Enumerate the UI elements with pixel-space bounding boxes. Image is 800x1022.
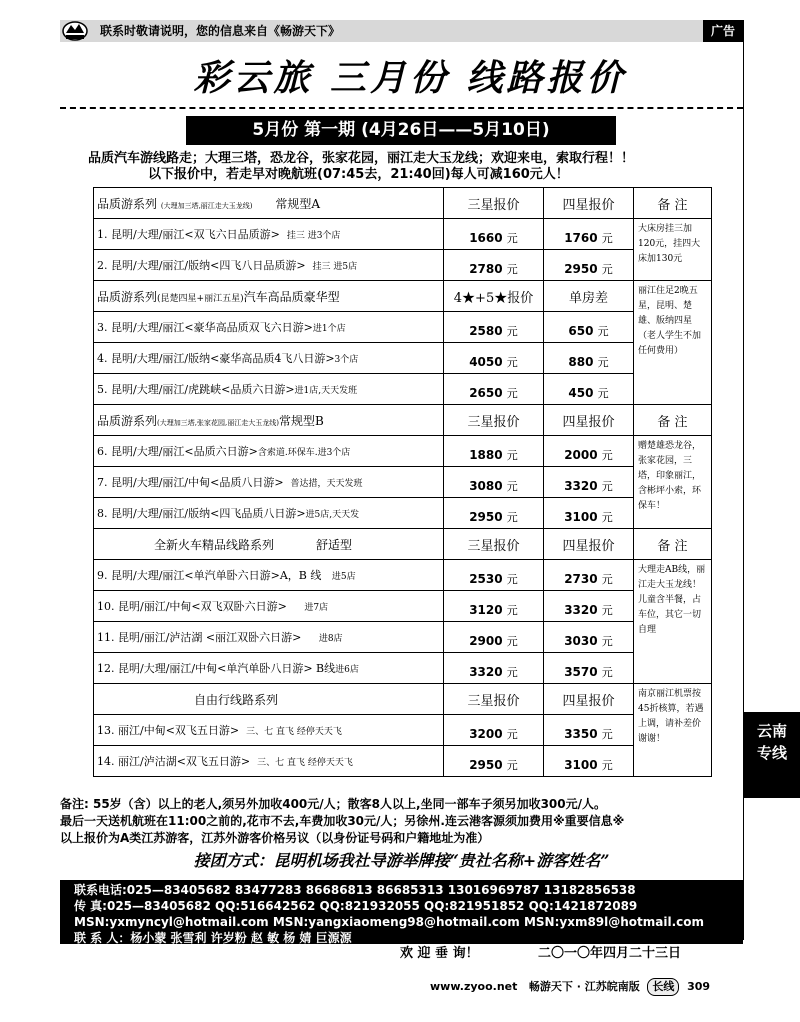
route-cell: 5. 昆明/大理/丽江/虎跳峡<品质六日游>进1店,天天发班 [94,374,444,405]
table-row [94,343,712,374]
section-title: 全新火车精品线路系列 舒适型 [94,529,444,560]
route-cell: 14. 丽江/泸沽湖<双飞五日游> 三、七 直飞 经停天天飞 [94,746,444,777]
price-cell: 880 元 [544,343,634,374]
section-header-row [94,281,712,312]
column-header: 三星报价 [444,684,544,715]
route-cell: 1. 昆明/大理/丽江<双飞六日品质游> 挂三 进3个店 [94,219,444,250]
remark-cell: 南京丽江机票按45折核算，若遇上调，请补差价谢谢！ [634,684,712,777]
route-cell: 10. 昆明/丽江/中甸<双飞双卧六日游> 进7店 [94,591,444,622]
price-cell: 450 元 [544,374,634,405]
price-cell: 1760 元 [544,219,634,250]
welcome-text: 欢 迎 垂 询！ [400,946,479,961]
remark-cell: 大理走AB线，丽江走大玉龙线！儿童含半餐，占车位，其它一切自理 [634,560,712,684]
column-header: 四星报价 [544,188,634,219]
route-cell: 12. 昆明/大理/丽江/中甸<单汽单卧八日游> B线进6店 [94,653,444,684]
table-row [94,560,712,591]
section-title: 品质游系列(昆楚四星+丽江五星)汽车高品质豪华型 [94,281,444,312]
section-title: 品质游系列(大理加三塔,张家花园,丽江走大玉龙线)常规型B [94,405,444,436]
remark-line: 备注: 55岁（含）以上的老人,须另外加收400元/人；散客8人以上,坐同一部车子须另加收300元/人。 [60,797,607,811]
contact-fax-qq: 传 真:025—83405682 QQ:516642562 QQ:821932055 QQ:821951852 QQ:1421872089 [74,899,638,913]
table-row [94,374,712,405]
column-header: 单房差 [544,281,634,312]
price-cell: 2000 元 [544,436,634,467]
page-title: 彩云旅 三月份 线路报价 [193,57,627,99]
section-header-row [94,405,712,436]
table-row [94,467,712,498]
contact-block [60,880,743,944]
table-row [94,591,712,622]
column-header: 备 注 [634,188,712,219]
section-header-row [94,188,712,219]
magazine-logo-icon [62,17,88,45]
price-table [93,187,712,777]
issue-date: 二〇一〇年四月二十三日 [538,946,682,961]
price-cell: 2950 元 [444,746,544,777]
table-row [94,653,712,684]
page-border-line [743,20,744,940]
route-cell: 11. 昆明/丽江/泸沽湖 <丽江双卧六日游> 进8店 [94,622,444,653]
price-cell: 3320 元 [544,591,634,622]
column-header: 三星报价 [444,405,544,436]
column-header: 三星报价 [444,188,544,219]
table-row [94,715,712,746]
reception-method: 接团方式：昆明机场我社导游举牌接“贵社名称+游客姓名” [193,851,610,870]
price-cell: 3570 元 [544,653,634,684]
column-header: 4★+5★报价 [444,281,544,312]
region-tab [744,712,800,798]
table-row [94,436,712,467]
route-cell: 3. 昆明/大理/丽江<豪华高品质双飞六日游>进1个店 [94,312,444,343]
remark-cell: 丽江住足2晚五星，昆明、楚雄、版纳四星（老人学生不加任何费用） [634,281,712,405]
remark-cell: 赠楚雄恐龙谷，张家花园，三塔，印象丽江，含彬坪小索，环保车！ [634,436,712,529]
price-cell: 3100 元 [544,498,634,529]
contact-people: 联 系 人：杨小蒙 张雪利 许岁粉 赵 敏 杨 婧 巨源源 [74,931,352,945]
table-row [94,250,712,281]
route-cell: 13. 丽江/中甸<双飞五日游> 三、七 直飞 经停天天飞 [94,715,444,746]
price-cell: 3320 元 [544,467,634,498]
table-row [94,219,712,250]
source-notice: 联系时敬请说明，您的信息来自《畅游天下》 [100,24,341,38]
table-row [94,622,712,653]
price-cell: 3030 元 [544,622,634,653]
table-row [94,312,712,343]
footer-publication: 畅游天下 · 江苏皖南版 [528,980,640,993]
price-cell: 2950 元 [544,250,634,281]
intro-line-1: 品质汽车游线路走；大理三塔，恐龙谷，张家花园，丽江走大玉龙线；欢迎来电，索取行程！！ [88,151,635,166]
price-cell: 2780 元 [444,250,544,281]
price-cell: 4050 元 [444,343,544,374]
section-title: 品质游系列 (大理加三塔,丽江走大玉龙线) 常规型A [94,188,444,219]
route-cell: 7. 昆明/大理/丽江/中甸<品质八日游> 普达措，天天发班 [94,467,444,498]
price-cell: 2900 元 [444,622,544,653]
intro-line-2: 以下报价中，若走早对晚航班(07:45去，21:40回)每人可减160元人！ [148,167,569,182]
route-cell: 6. 昆明/大理/丽江<品质六日游>含索道.环保车.进3个店 [94,436,444,467]
contact-phone: 联系电话:025—83405682 83477283 86686813 86685313 13016969787 13182856538 [74,883,636,897]
remark-cell: 大床房挂三加120元，挂四大床加130元 [634,219,712,281]
route-cell: 8. 昆明/大理/丽江/版纳<四飞品质八日游>进5店,天天发 [94,498,444,529]
column-header: 备 注 [634,405,712,436]
price-cell: 1880 元 [444,436,544,467]
table-row [94,498,712,529]
period-banner: 5月份 第一期 (4月26日——5月10日) [186,116,616,145]
remark-line: 以上报价为A类江苏游客，江苏外游客价格另议（以身份证号码和户籍地址为准） [60,831,490,845]
price-cell: 3120 元 [444,591,544,622]
region-tab-label: 云南专线 [757,722,788,762]
column-header: 四星报价 [544,405,634,436]
dashed-divider [60,107,743,109]
column-header: 四星报价 [544,529,634,560]
price-cell: 3200 元 [444,715,544,746]
page-footer [430,978,710,996]
price-cell: 1660 元 [444,219,544,250]
price-cell: 3320 元 [444,653,544,684]
contact-msn: MSN:yxmyncyl@hotmail.com MSN:yangxiaomeng98@hotmail.com MSN:yxm89l@hotmail.com [74,915,705,929]
price-cell: 3080 元 [444,467,544,498]
footer-badge: 长线 [647,978,679,996]
table-row [94,746,712,777]
price-cell: 2950 元 [444,498,544,529]
remarks-block [60,796,743,847]
ad-label: 广告 [703,20,743,42]
column-header: 四星报价 [544,684,634,715]
footer-url: www.zyoo.net [430,980,518,993]
section-header-row [94,684,712,715]
section-header-row [94,529,712,560]
column-header: 备 注 [634,529,712,560]
price-cell: 2650 元 [444,374,544,405]
route-cell: 9. 昆明/大理/丽江<单汽单卧六日游>A，B 线 进5店 [94,560,444,591]
price-cell: 2580 元 [444,312,544,343]
route-cell: 4. 昆明/大理/丽江/版纳<豪华高品质4飞八日游>3个店 [94,343,444,374]
price-cell: 3100 元 [544,746,634,777]
section-title: 自由行线路系列 [94,684,444,715]
page-number: 309 [687,980,711,993]
remark-line: 最后一天送机航班在11:00之前的,花市不去,车费加收30元/人；另徐州.连云港客源须加费用※重要信息※ [60,814,625,828]
price-cell: 650 元 [544,312,634,343]
price-cell: 2530 元 [444,560,544,591]
column-header: 三星报价 [444,529,544,560]
price-cell: 3350 元 [544,715,634,746]
price-cell: 2730 元 [544,560,634,591]
route-cell: 2. 昆明/大理/丽江/版纳<四飞八日品质游> 挂三 进5店 [94,250,444,281]
